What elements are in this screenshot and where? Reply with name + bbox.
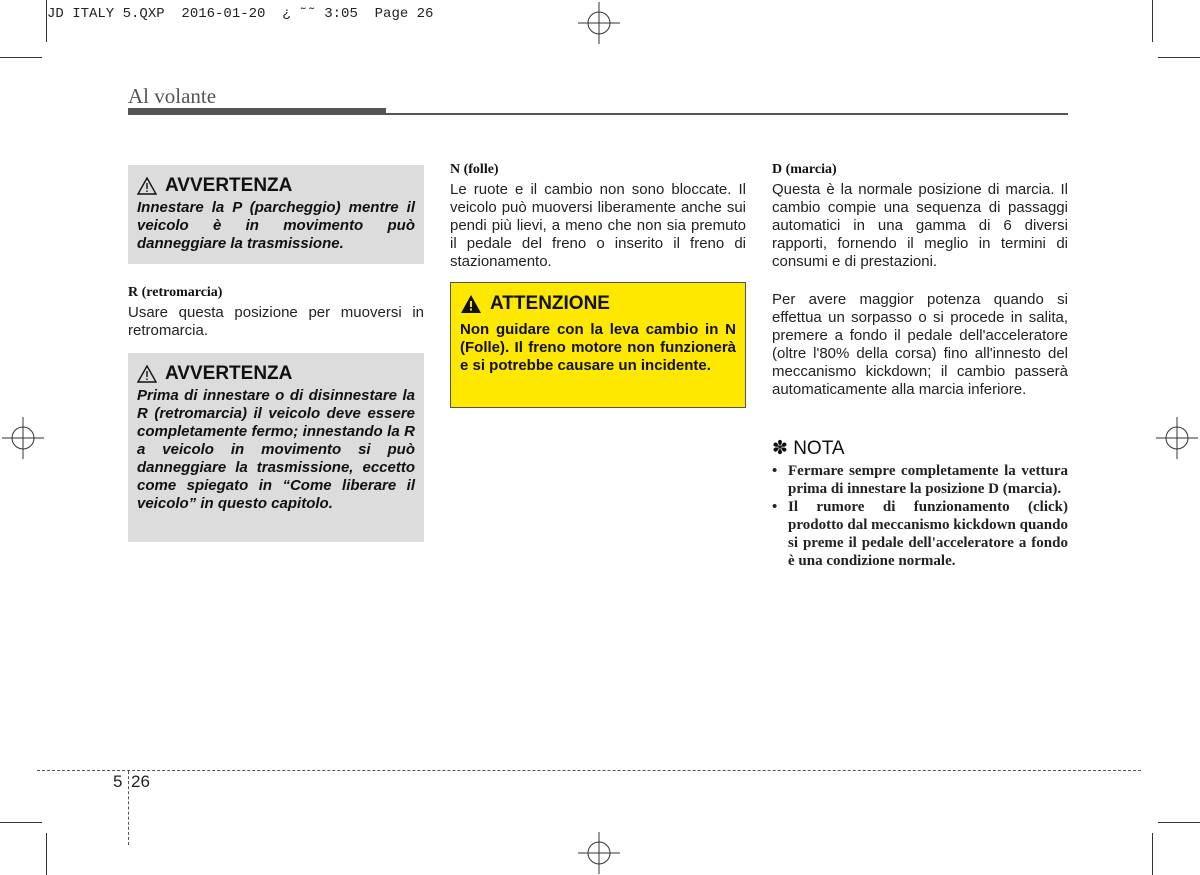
attention-header [460, 293, 736, 315]
nota-header [772, 437, 845, 460]
warning-text: Prima di innestare o di disinnestare la R (retromarcia) il veicolo deve essere completamente fermo; innestando la R a veicolo in movimento si può danneggiare la trasmissione, eccetto come spiegato in “Come liberare il veicolo” in questo capitolo. [137, 387, 415, 512]
attention-text: Non guidare con la leva cambio in N (Folle). Il freno motore non funzionerà e si potrebbe causare un incidente. [460, 321, 736, 374]
neutral-heading: N (folle) [450, 162, 499, 177]
registration-mark-icon [2, 417, 44, 459]
warning-header [137, 363, 415, 385]
drive-heading: D (marcia) [772, 162, 837, 177]
warning-title: AVVERTENZA [165, 363, 293, 384]
section-title: Al volante [128, 84, 217, 108]
registration-mark-icon [1156, 417, 1198, 459]
attention-box [450, 282, 746, 408]
warning-box-park [128, 165, 424, 264]
reverse-heading: R (retromarcia) [128, 285, 223, 300]
attention-triangle-icon [460, 294, 482, 314]
attention-title: ATTENZIONE [490, 293, 610, 314]
footer-divider [128, 771, 129, 845]
warning-triangle-icon [137, 365, 157, 383]
registration-mark-icon [578, 2, 620, 44]
page-number: 26 [131, 772, 150, 791]
header-rule-thick [128, 108, 386, 115]
footer-rule [37, 770, 1141, 771]
print-slug: JD ITALY 5.QXP 2016-01-20 ¿ ˜˜ 3:05 Page 26 [47, 6, 434, 22]
list-item: • Il rumore di funzionamento (click) prodotto dal meccanismo kickdown quando si preme il pedale dell'acceleratore a fondo è una condizione normale. [772, 498, 1068, 570]
header-rule-thin [386, 113, 1068, 115]
drive-text-1: Questa è la normale posizione di marcia. Il cambio compie una sequenza di passaggi automatici in una gamma di 6 diversi rapporti, fornendo il meglio in termini di consumi e di prestazioni. [772, 181, 1068, 270]
warning-header [137, 175, 415, 197]
drive-text-2: Per avere maggior potenza quando si effettua un sorpasso o si procede in salita, premere a fondo il pedale dell'acceleratore (oltre l'80% della corsa) fino all'innesto del meccanismo kickdown; il cambio passerà automaticamente alla marcia inferiore. [772, 291, 1068, 398]
warning-text: Innestare la P (parcheggio) mentre il veicolo è in movimento può danneggiare la trasmissione. [137, 199, 415, 252]
neutral-text: Le ruote e il cambio non sono bloccate. Il veicolo può muoversi liberamente anche sui pendi più lievi, a meno che non sia premuto il pedale del freno o inserito il freno di stazionamento. [450, 181, 746, 270]
chapter-number: 5 [113, 772, 123, 791]
registration-mark-icon [578, 832, 620, 874]
nota-title: NOTA [793, 438, 845, 459]
warning-triangle-icon [137, 177, 157, 195]
nota-symbol: ✽ [772, 438, 788, 459]
list-item: • Fermare sempre completamente la vettura prima di innestare la posizione D (marcia). [772, 462, 1068, 498]
reverse-text: Usare questa posizione per muoversi in retromarcia. [128, 304, 424, 339]
warning-title: AVVERTENZA [165, 175, 293, 196]
nota-list [772, 462, 1068, 570]
warning-box-reverse [128, 353, 424, 542]
